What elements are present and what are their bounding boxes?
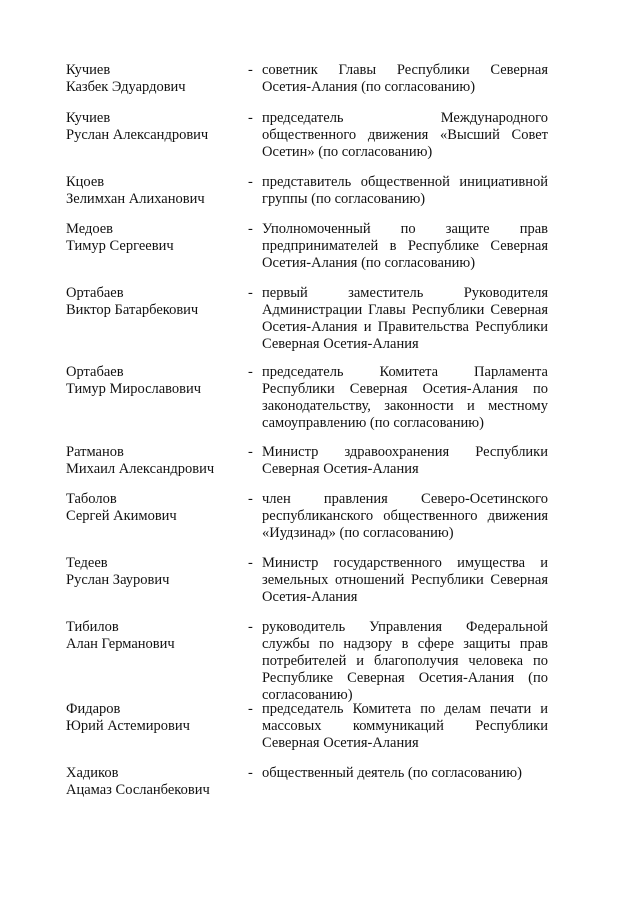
member-position: председатель Международного общественного движения «Высший Совет Осетин» (по согласованию) <box>262 110 548 160</box>
list-dash: - <box>248 701 253 717</box>
member-position: Министр государственного имущества и земельных отношений Республики Северная Осетия-Алания <box>262 555 548 605</box>
member-surname: Ортабаев <box>66 364 124 380</box>
list-dash: - <box>248 491 253 507</box>
member-name <box>66 765 241 799</box>
list-dash: - <box>248 285 253 301</box>
member-given-names: Сергей Акимович <box>66 508 177 524</box>
list-dash: - <box>248 110 253 126</box>
member-position: советник Главы Республики Северная Осетия-Алания (по согласованию) <box>262 62 548 95</box>
member-surname: Тибилов <box>66 619 119 635</box>
member-surname: Хадиков <box>66 765 119 781</box>
member-given-names: Руслан Заурович <box>66 572 170 588</box>
member-name <box>66 364 241 398</box>
member-given-names: Казбек Эдуардович <box>66 79 186 95</box>
member-given-names: Алан Германович <box>66 636 175 652</box>
list-dash: - <box>248 765 253 781</box>
member-given-names: Тимур Мирославович <box>66 381 202 397</box>
member-surname: Кучиев <box>66 62 111 78</box>
list-dash: - <box>248 174 253 190</box>
member-name <box>66 221 241 255</box>
member-position: председатель Комитета Парламента Республики Северная Осетия-Алания по законодательству, законности и местному самоуправлению (по согласованию) <box>262 364 548 431</box>
member-position: представитель общественной инициативной группы (по согласованию) <box>262 174 548 207</box>
member-surname: Фидаров <box>66 701 121 717</box>
member-name <box>66 555 241 589</box>
member-given-names: Михаил Александрович <box>66 461 215 477</box>
member-name <box>66 285 241 319</box>
member-position: Министр здравоохранения Республики Северная Осетия-Алания <box>262 444 548 477</box>
member-name <box>66 110 241 144</box>
list-dash: - <box>248 555 253 571</box>
member-given-names: Юрий Астемирович <box>66 718 190 734</box>
member-position: член правления Северо-Осетинского республиканского общественного движения «Иудзинад» (по согласованию) <box>262 491 548 541</box>
list-dash: - <box>248 221 253 237</box>
member-position: Уполномоченный по защите прав предпринимателей в Республике Северная Осетия-Алания (по согласованию) <box>262 221 548 271</box>
member-position: общественный деятель (по согласованию) <box>262 765 522 781</box>
member-given-names: Ацамаз Сосланбекович <box>66 782 210 798</box>
member-surname: Ратманов <box>66 444 124 460</box>
member-given-names: Тимур Сергеевич <box>66 238 174 254</box>
list-dash: - <box>248 444 253 460</box>
member-position: руководитель Управления Федеральной службы по надзору в сфере защиты прав потребителей и благополучия человека по Республике Северная Осетия-Алания (по согласованию) <box>262 619 548 703</box>
member-surname: Ортабаев <box>66 285 124 301</box>
list-dash: - <box>248 364 253 380</box>
member-given-names: Руслан Александрович <box>66 127 209 143</box>
list-dash: - <box>248 62 253 78</box>
member-surname: Медоев <box>66 221 114 237</box>
member-surname: Кцоев <box>66 174 105 190</box>
member-name <box>66 62 241 96</box>
member-name <box>66 491 241 525</box>
member-surname: Таболов <box>66 491 117 507</box>
member-surname: Кучиев <box>66 110 111 126</box>
member-name <box>66 444 241 478</box>
member-given-names: Виктор Батарбекович <box>66 302 199 318</box>
member-name <box>66 701 241 735</box>
member-position: председатель Комитета по делам печати и массовых коммуникаций Республики Северная Осетия-Алания <box>262 701 548 751</box>
member-name <box>66 174 241 208</box>
member-surname: Тедеев <box>66 555 108 571</box>
member-given-names: Зелимхан Алиханович <box>66 191 205 207</box>
member-name <box>66 619 241 653</box>
list-dash: - <box>248 619 253 635</box>
member-position: первый заместитель Руководителя Администрации Главы Республики Северная Осетия-Алания и Правительства Республики Северная Осетия-Алания <box>262 285 548 352</box>
